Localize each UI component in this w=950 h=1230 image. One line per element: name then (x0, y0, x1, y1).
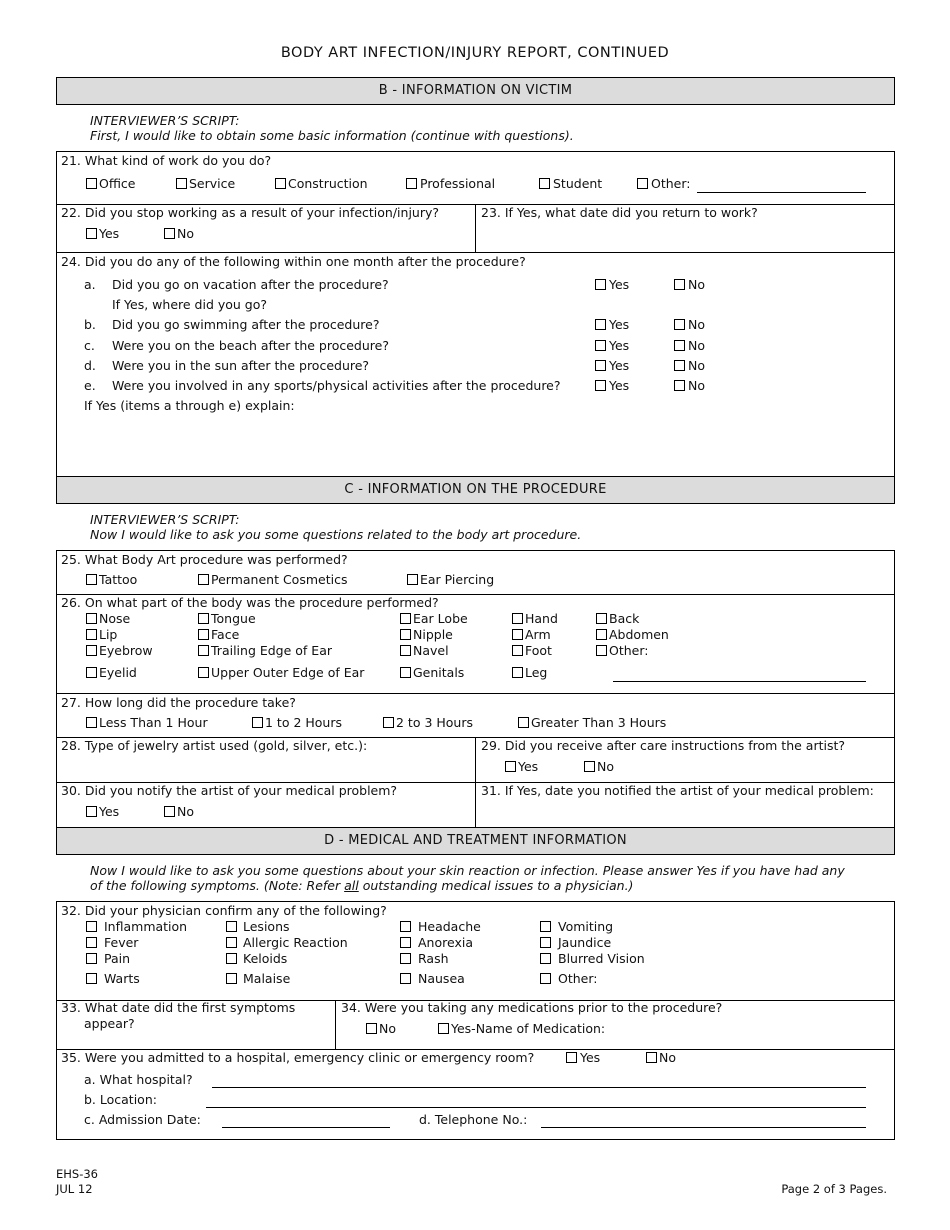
q23-question: 23. If Yes, what date did you return to work? (481, 205, 758, 220)
q32-nausea-checkbox[interactable] (400, 973, 411, 984)
q26-question: 26. On what part of the body was the procedure performed? (61, 595, 439, 610)
q29-question: 29. Did you receive after care instructions from the artist? (481, 738, 846, 753)
q24-d-letter: d. (84, 358, 96, 373)
q26-tongue-label: Tongue (211, 611, 256, 626)
q26-ear-lobe-checkbox[interactable] (400, 613, 411, 624)
q29-yes-checkbox[interactable] (505, 761, 516, 772)
q24-b-no-checkbox[interactable] (674, 319, 685, 330)
q29-no-checkbox[interactable] (584, 761, 595, 772)
q26-trailing-edge-checkbox[interactable] (198, 645, 209, 656)
q27-greater-3-checkbox[interactable] (518, 717, 529, 728)
script-d-line2c: outstanding medical issues to a physician.) (358, 878, 634, 893)
q32-lesions-checkbox[interactable] (226, 921, 237, 932)
q32-nausea-label: Nausea (418, 971, 465, 986)
q24-b-letter: b. (84, 317, 96, 332)
q22-yes-label: Yes (99, 226, 120, 241)
q32-warts-label: Warts (104, 971, 140, 986)
q21-service-checkbox[interactable] (176, 178, 187, 189)
q22-yes-checkbox[interactable] (86, 228, 97, 239)
q24-e-no-checkbox[interactable] (674, 380, 685, 391)
q33-q34-divider (335, 1000, 336, 1050)
q26-face-checkbox[interactable] (198, 629, 209, 640)
q21-office-label: Office (99, 176, 136, 191)
q27-question: 27. How long did the procedure take? (61, 695, 296, 710)
q26-abdomen-checkbox[interactable] (596, 629, 607, 640)
q28-question: 28. Type of jewelry artist used (gold, silver, etc.): (61, 738, 368, 753)
q35-location-label: b. Location: (84, 1092, 157, 1107)
q27-2-3-label: 2 to 3 Hours (396, 715, 473, 730)
q24-a-no-label: No (688, 277, 705, 292)
q26-lip-label: Lip (99, 627, 118, 642)
q21-student-checkbox[interactable] (539, 178, 550, 189)
q32-jaundice-label: Jaundice (558, 935, 612, 950)
q26-eyelid-checkbox[interactable] (86, 667, 97, 678)
q26-lip-checkbox[interactable] (86, 629, 97, 640)
q24-b-yes-checkbox[interactable] (595, 319, 606, 330)
q26-arm-label: Arm (525, 627, 551, 642)
q24-a-no-checkbox[interactable] (674, 279, 685, 290)
q34-no-checkbox[interactable] (366, 1023, 377, 1034)
q26-eyelid-label: Eyelid (99, 665, 137, 680)
q21-student-label: Student (553, 176, 603, 191)
q32-pain-checkbox[interactable] (86, 953, 97, 964)
q24-c-yes-label: Yes (609, 338, 630, 353)
q32-lesions-label: Lesions (243, 919, 290, 934)
q26-hand-checkbox[interactable] (512, 613, 523, 624)
q32-rash-checkbox[interactable] (400, 953, 411, 964)
q26-nose-checkbox[interactable] (86, 613, 97, 624)
q26-eyebrow-label: Eyebrow (99, 643, 153, 658)
q30-question: 30. Did you notify the artist of your medical problem? (61, 783, 398, 798)
q25-permanent-cosmetics-checkbox[interactable] (198, 574, 209, 585)
script-b-text: First, I would like to obtain some basic information (continue with questions). (90, 128, 574, 143)
q26-foot-label: Foot (525, 643, 552, 658)
q24-d-yes-checkbox[interactable] (595, 360, 606, 371)
q24-d-yes-label: Yes (609, 358, 630, 373)
q24-d-no-checkbox[interactable] (674, 360, 685, 371)
q21-other-field[interactable] (697, 192, 866, 193)
script-c-text: Now I would like to ask you some questions related to the body art procedure. (90, 527, 582, 542)
q24-d-text: Were you in the sun after the procedure? (112, 358, 370, 373)
q21-other-label: Other: (651, 176, 691, 191)
q29-yes-label: Yes (518, 759, 539, 774)
q35-yes-label: Yes (580, 1050, 601, 1065)
q24-b-text: Did you go swimming after the procedure? (112, 317, 380, 332)
q35-telephone-label: d. Telephone No.: (419, 1112, 528, 1127)
q25-ear-piercing-label: Ear Piercing (420, 572, 495, 587)
q26-other-field[interactable] (613, 681, 866, 682)
q33-question-line2: appear? (84, 1016, 135, 1031)
q32-vomiting-checkbox[interactable] (540, 921, 551, 932)
q24-c-no-checkbox[interactable] (674, 340, 685, 351)
q26-nipple-label: Nipple (413, 627, 453, 642)
q24-a-yes-label: Yes (609, 277, 630, 292)
q32-warts-checkbox[interactable] (86, 973, 97, 984)
q24-a-yes-checkbox[interactable] (595, 279, 606, 290)
q32-other-checkbox[interactable] (540, 973, 551, 984)
q21-professional-label: Professional (420, 176, 496, 191)
q32-blurred-vision-checkbox[interactable] (540, 953, 551, 964)
q26-eyebrow-checkbox[interactable] (86, 645, 97, 656)
footer-form-code: EHS-36 (56, 1167, 98, 1181)
q21-question: 21. What kind of work do you do? (61, 153, 272, 168)
q35-hospital-field[interactable] (212, 1087, 866, 1088)
q25-permanent-cosmetics-label: Permanent Cosmetics (211, 572, 348, 587)
q30-no-checkbox[interactable] (164, 806, 175, 817)
q21-construction-label: Construction (288, 176, 368, 191)
q25-ear-piercing-checkbox[interactable] (407, 574, 418, 585)
q24-a-text: Did you go on vacation after the procedure? (112, 277, 389, 292)
q24-c-letter: c. (84, 338, 95, 353)
q27-2-3-checkbox[interactable] (383, 717, 394, 728)
q26-upper-outer-edge-checkbox[interactable] (198, 667, 209, 678)
q27-1-2-label: 1 to 2 Hours (265, 715, 342, 730)
q27-greater-3-label: Greater Than 3 Hours (531, 715, 667, 730)
q25-tattoo-checkbox[interactable] (86, 574, 97, 585)
q26-face-label: Face (211, 627, 240, 642)
q26-back-checkbox[interactable] (596, 613, 607, 624)
script-c-label: INTERVIEWER’S SCRIPT: (90, 512, 240, 527)
q32-malaise-label: Malaise (243, 971, 291, 986)
q32-question: 32. Did your physician confirm any of the following? (61, 903, 387, 918)
q26-leg-checkbox[interactable] (512, 667, 523, 678)
q32-allergic-reaction-checkbox[interactable] (226, 937, 237, 948)
q32-fever-label: Fever (104, 935, 139, 950)
q32-inflammation-label: Inflammation (104, 919, 188, 934)
q26-genitals-label: Genitals (413, 665, 465, 680)
q22-q23-divider (475, 204, 476, 253)
q24-b-no-label: No (688, 317, 705, 332)
q35-telephone-field[interactable] (541, 1127, 866, 1128)
q24-c-yes-checkbox[interactable] (595, 340, 606, 351)
q25-tattoo-label: Tattoo (99, 572, 138, 587)
q21-other-checkbox[interactable] (637, 178, 648, 189)
q21-office-checkbox[interactable] (86, 178, 97, 189)
q32-other-label: Other: (558, 971, 598, 986)
section-b-header: B - INFORMATION ON VICTIM (56, 77, 895, 105)
q32-fever-checkbox[interactable] (86, 937, 97, 948)
q35-question: 35. Were you admitted to a hospital, emergency clinic or emergency room? (61, 1050, 535, 1065)
q32-allergic-reaction-label: Allergic Reaction (243, 935, 348, 950)
q24-a-letter: a. (84, 277, 96, 292)
q32-keloids-label: Keloids (243, 951, 288, 966)
q30-q31-divider (475, 782, 476, 828)
q26-foot-checkbox[interactable] (512, 645, 523, 656)
q24-where-text: If Yes, where did you go? (112, 297, 268, 312)
q26-ear-lobe-label: Ear Lobe (413, 611, 468, 626)
q26-genitals-checkbox[interactable] (400, 667, 411, 678)
section-c-header: C - INFORMATION ON THE PROCEDURE (56, 476, 895, 504)
script-d-line1: Now I would like to ask you some questions about your skin reaction or infection. Please answer Yes if you have had any (90, 863, 845, 878)
q27-less-1-checkbox[interactable] (86, 717, 97, 728)
q24-e-yes-checkbox[interactable] (595, 380, 606, 391)
q24-c-no-label: No (688, 338, 705, 353)
q33-question-line1: 33. What date did the first symptoms (61, 1000, 296, 1015)
q21-professional-checkbox[interactable] (406, 178, 417, 189)
q24-b-yes-label: Yes (609, 317, 630, 332)
script-d-line2b: all (344, 878, 359, 893)
q29-no-label: No (597, 759, 614, 774)
q26-nipple-checkbox[interactable] (400, 629, 411, 640)
q26-upper-outer-edge-label: Upper Outer Edge of Ear (211, 665, 365, 680)
q24-explain-label: If Yes (items a through e) explain: (84, 398, 295, 413)
q35-no-label: No (659, 1050, 676, 1065)
q26-navel-checkbox[interactable] (400, 645, 411, 656)
q26-hand-label: Hand (525, 611, 558, 626)
q32-blurred-vision-label: Blurred Vision (558, 951, 645, 966)
q32-inflammation-checkbox[interactable] (86, 921, 97, 932)
q21-service-label: Service (189, 176, 236, 191)
q27-less-1-label: Less Than 1 Hour (99, 715, 208, 730)
q24-question: 24. Did you do any of the following within one month after the procedure? (61, 254, 526, 269)
q22-no-label: No (177, 226, 194, 241)
q34-no-label: No (379, 1021, 396, 1036)
q24-e-yes-label: Yes (609, 378, 630, 393)
q35-location-field[interactable] (206, 1107, 866, 1108)
q34-question: 34. Were you taking any medications prior to the procedure? (341, 1000, 723, 1015)
q26-trailing-edge-label: Trailing Edge of Ear (211, 643, 332, 658)
q32-headache-label: Headache (418, 919, 481, 934)
q24-e-text: Were you involved in any sports/physical activities after the procedure? (112, 378, 561, 393)
q25-question: 25. What Body Art procedure was performed? (61, 552, 348, 567)
section-d-header: D - MEDICAL AND TREATMENT INFORMATION (56, 827, 895, 855)
q35-admission-date-field[interactable] (222, 1127, 390, 1128)
q32-headache-checkbox[interactable] (400, 921, 411, 932)
q24-e-letter: e. (84, 378, 96, 393)
form-title: BODY ART INFECTION/INJURY REPORT, CONTINUED (280, 45, 670, 61)
script-b-label: INTERVIEWER’S SCRIPT: (90, 113, 240, 128)
q26-arm-checkbox[interactable] (512, 629, 523, 640)
script-d-line2a: of the following symptoms. (Note: Refer (90, 878, 345, 893)
q26-leg-label: Leg (525, 665, 548, 680)
q32-rash-label: Rash (418, 951, 449, 966)
q32-malaise-checkbox[interactable] (226, 973, 237, 984)
q32-vomiting-label: Vomiting (558, 919, 614, 934)
q30-no-label: No (177, 804, 194, 819)
q26-other-checkbox[interactable] (596, 645, 607, 656)
q32-anorexia-checkbox[interactable] (400, 937, 411, 948)
q35-hospital-label: a. What hospital? (84, 1072, 193, 1087)
q22-no-checkbox[interactable] (164, 228, 175, 239)
q21-construction-checkbox[interactable] (275, 178, 286, 189)
q26-abdomen-label: Abdomen (609, 627, 669, 642)
q24-c-text: Were you on the beach after the procedure? (112, 338, 389, 353)
q24-d-no-label: No (688, 358, 705, 373)
q32-anorexia-label: Anorexia (418, 935, 473, 950)
q35-yes-checkbox[interactable] (566, 1052, 577, 1063)
q34-yes-checkbox[interactable] (438, 1023, 449, 1034)
footer-revision-date: JUL 12 (56, 1182, 93, 1196)
q24-e-no-label: No (688, 378, 705, 393)
q32-jaundice-checkbox[interactable] (540, 937, 551, 948)
q27-1-2-checkbox[interactable] (252, 717, 263, 728)
q26-nose-label: Nose (99, 611, 131, 626)
q26-tongue-checkbox[interactable] (198, 613, 209, 624)
q22-question: 22. Did you stop working as a result of your infection/injury? (61, 205, 440, 220)
q30-yes-label: Yes (99, 804, 120, 819)
footer-page-number: Page 2 of 3 Pages. (781, 1182, 887, 1196)
q32-pain-label: Pain (104, 951, 131, 966)
q32-keloids-checkbox[interactable] (226, 953, 237, 964)
q26-back-label: Back (609, 611, 640, 626)
q35-no-checkbox[interactable] (646, 1052, 657, 1063)
q26-other-label: Other: (609, 643, 649, 658)
q26-navel-label: Navel (413, 643, 449, 658)
q30-yes-checkbox[interactable] (86, 806, 97, 817)
script-d-line2 (90, 878, 633, 893)
q34-yes-label: Yes-Name of Medication: (451, 1021, 606, 1036)
q35-admission-date-label: c. Admission Date: (84, 1112, 201, 1127)
q28-q29-divider (475, 737, 476, 783)
q31-question: 31. If Yes, date you notified the artist of your medical problem: (481, 783, 874, 798)
